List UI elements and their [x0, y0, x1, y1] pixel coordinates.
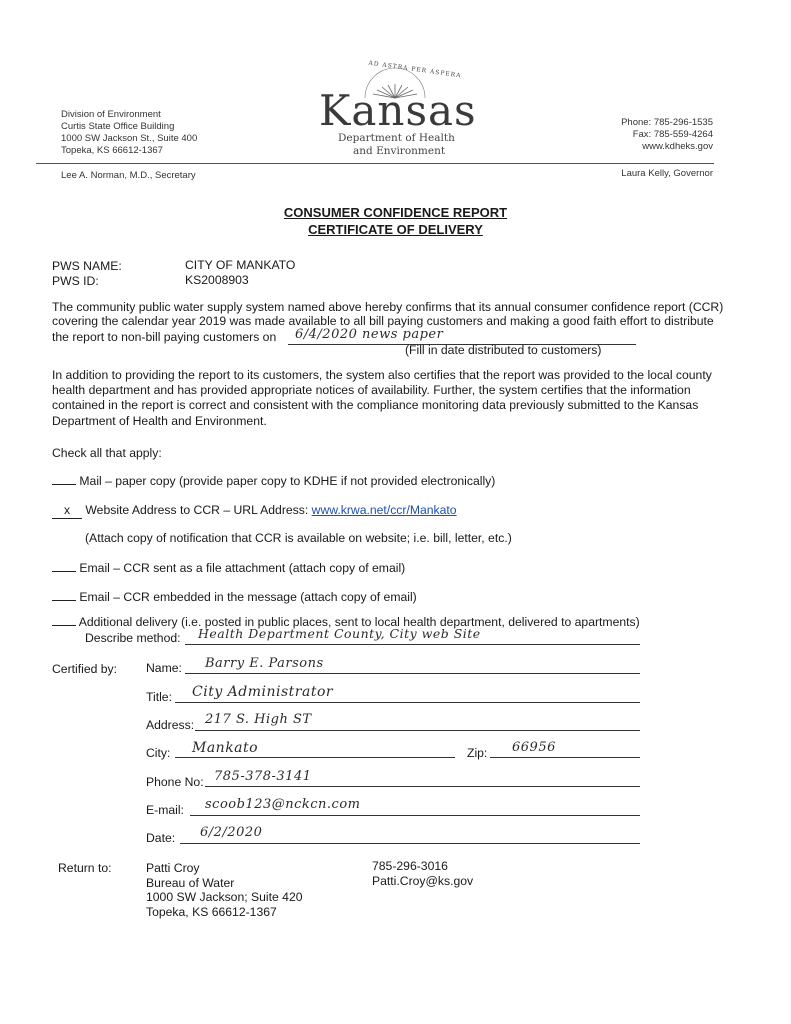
return-to-email: Patti.Croy@ks.gov — [372, 873, 474, 888]
distribution-date-handwritten[interactable]: 6/4/2020 news paper — [295, 327, 444, 342]
para2-line1: In addition to providing the report to its customers, the system also certifies that the report was provided to the local county — [52, 368, 712, 382]
logo-dept-line2: and Environment — [353, 145, 446, 157]
header-fax: Fax: 785-559-4264 — [632, 129, 713, 140]
title-label: Title: — [146, 690, 172, 704]
option-additional-checkbox[interactable] — [52, 614, 76, 626]
pws-id-label: PWS ID: — [52, 274, 99, 288]
para2-line3: contained in the report is correct and consistent with the compliance monitoring data previously submitted to the Kansas — [52, 398, 699, 412]
option-website-checkbox[interactable] — [52, 503, 82, 519]
date-line — [180, 843, 640, 844]
para2-line4: Department of Health and Environment. — [52, 414, 267, 428]
para1-line3: the report to non-bill paying customers on — [52, 330, 277, 344]
date-value[interactable]: 6/2/2020 — [200, 825, 263, 840]
document-title: CONSUMER CONFIDENCE REPORT — [283, 205, 508, 220]
option-email-attach-checkbox[interactable] — [52, 560, 76, 572]
header-address-line: 1000 SW Jackson St., Suite 400 — [61, 133, 198, 144]
title-line — [175, 702, 640, 703]
return-to-address — [146, 861, 303, 919]
option-email-attach-label: Email – CCR sent as a file attachment (attach copy of email) — [79, 561, 406, 575]
city-label: City: — [146, 746, 171, 760]
header-address-block — [61, 109, 197, 157]
header-website: www.kdheks.gov — [642, 141, 713, 152]
city-value[interactable]: Mankato — [192, 740, 259, 756]
certified-by-label: Certified by: — [52, 662, 118, 676]
address-line — [195, 730, 640, 731]
city-line — [175, 757, 455, 758]
header-address-line: Division of Environment — [61, 109, 161, 120]
option-website — [52, 503, 457, 519]
address-label: Address: — [146, 718, 195, 732]
check-all-label: Check all that apply: — [52, 446, 162, 460]
secretary-line: Lee A. Norman, M.D., Secretary — [61, 170, 196, 181]
email-label: E-mail: — [146, 803, 184, 817]
address-value[interactable]: 217 S. High ST — [205, 712, 312, 727]
email-line — [190, 815, 640, 816]
header-phone: Phone: 785-296-1535 — [621, 117, 713, 128]
zip-line — [490, 757, 640, 758]
header-address-line: Topeka, KS 66612-1367 — [61, 145, 163, 156]
document-subtitle: CERTIFICATE OF DELIVERY — [308, 222, 483, 237]
option-mail — [52, 473, 495, 489]
pws-id-value: KS2008903 — [185, 273, 249, 287]
logo-motto: AD ASTRA PER ASPERA — [367, 59, 462, 80]
option-mail-checkbox[interactable] — [52, 473, 76, 485]
zip-value[interactable]: 66956 — [512, 740, 556, 755]
name-label: Name: — [146, 661, 182, 675]
describe-method-line — [185, 644, 640, 645]
return-to-line: Topeka, KS 66612-1367 — [146, 904, 277, 919]
option-email-embed-label: Email – CCR embedded in the message (attach copy of email) — [79, 590, 417, 604]
governor-line: Laura Kelly, Governor — [621, 168, 713, 179]
describe-method-label: Describe method: — [85, 631, 181, 645]
logo-name: Kansas — [319, 86, 477, 135]
website-note: (Attach copy of notification that CCR is available on website; i.e. bill, letter, etc.) — [85, 531, 512, 545]
para2-line2: health department and has provided appropriate notices of availability. Further, the system certifies that the information — [52, 383, 691, 397]
return-to-line: Patti Croy — [146, 861, 200, 875]
phone-value[interactable]: 785-378-3141 — [214, 769, 312, 784]
date-label: Date: — [146, 831, 176, 845]
logo-dept-line1: Department of Health — [338, 132, 455, 144]
para1-line2: covering the calendar year 2019 was made available to all bill paying customers and making a good faith effort to distribute — [52, 314, 714, 328]
header-contact-block — [621, 117, 713, 153]
phone-line — [205, 786, 640, 787]
return-to-label: Return to: — [58, 861, 112, 875]
option-email-embed — [52, 589, 417, 605]
option-email-attach — [52, 560, 405, 576]
fill-note: (Fill in date distributed to customers) — [405, 343, 602, 357]
name-line — [185, 673, 640, 674]
return-to-contact — [372, 859, 473, 888]
return-to-phone: 785-296-3016 — [372, 859, 448, 873]
option-mail-label: Mail – paper copy (provide paper copy to KDHE if not provided electronically) — [79, 474, 496, 488]
phone-label: Phone No: — [146, 775, 204, 789]
return-to-line: Bureau of Water — [146, 875, 235, 890]
zip-label: Zip: — [467, 746, 488, 760]
title-value[interactable]: City Administrator — [192, 684, 334, 700]
option-additional-label: Additional delivery (i.e. posted in public places, sent to local health department, delivered to apartments) — [78, 615, 640, 629]
option-website-label: Website Address to CCR – URL Address: — [85, 503, 309, 517]
website-url-link[interactable]: www.krwa.net/ccr/Mankato — [311, 503, 457, 517]
describe-method-value[interactable]: Health Department County, City web Site — [198, 626, 481, 641]
option-website-mark: x — [63, 503, 71, 517]
header-divider — [36, 163, 714, 164]
email-value[interactable]: scoob123@nckcn.com — [205, 797, 361, 812]
option-email-embed-checkbox[interactable] — [52, 589, 76, 601]
header-address-line: Curtis State Office Building — [61, 121, 175, 132]
para1-line1: The community public water supply system named above hereby confirms that its annual consumer confidence report (CCR) — [52, 300, 724, 314]
pws-name-value: CITY OF MANKATO — [185, 258, 296, 272]
name-value[interactable]: Barry E. Parsons — [205, 656, 324, 671]
kdhe-logo — [310, 60, 480, 160]
pws-name-label: PWS NAME: — [52, 259, 122, 273]
return-to-line: 1000 SW Jackson; Suite 420 — [146, 890, 303, 904]
